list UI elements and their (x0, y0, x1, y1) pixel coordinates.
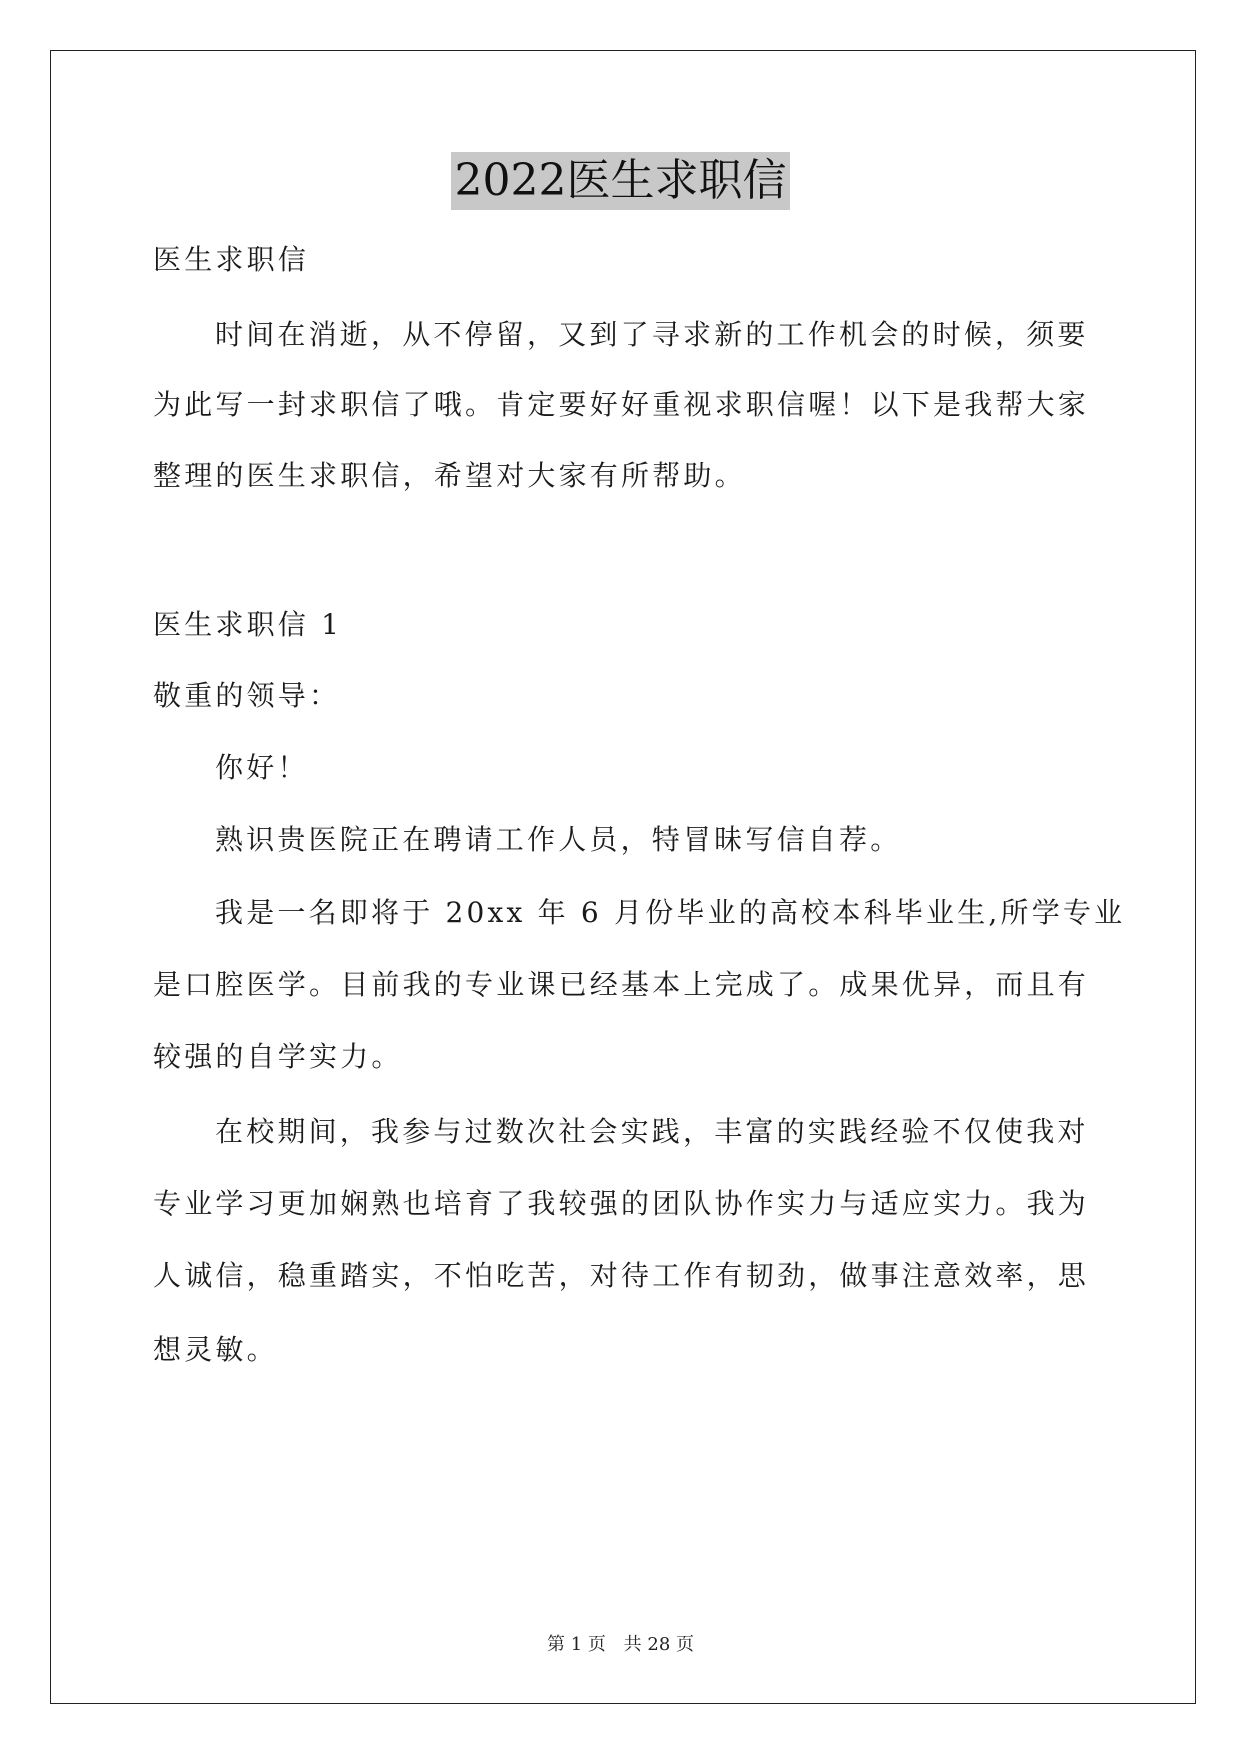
document-title: 2022医生求职信 (451, 152, 791, 210)
page-number-current: 第 1 页 (547, 1634, 606, 1655)
page-border (50, 50, 1196, 1704)
paragraph-line: 整理的医生求职信，希望对大家有所帮助。 (153, 459, 746, 492)
page-number-total: 共 28 页 (623, 1634, 694, 1655)
section-heading: 医生求职信 (153, 243, 310, 276)
greeting: 你好！ (215, 751, 309, 784)
paragraph-line: 在校期间，我参与过数次社会实践，丰富的实践经验不仅使我对 (215, 1115, 1089, 1148)
paragraph-line: 专业学习更加娴熟也培育了我较强的团队协作实力与适应实力。我为 (153, 1187, 1090, 1220)
paragraph-line: 为此写一封求职信了哦。肯定要好好重视求职信喔！以下是我帮大家 (153, 388, 1090, 421)
page-footer (0, 1630, 1241, 1656)
paragraph-line: 较强的自学实力。 (153, 1040, 403, 1073)
paragraph-line: 熟识贵医院正在聘请工作人员，特冒昧写信自荐。 (215, 823, 902, 856)
paragraph-line: 是口腔医学。目前我的专业课已经基本上完成了。成果优异，而且有 (153, 968, 1090, 1001)
paragraph-line: 人诚信，稳重踏实，不怕吃苦，对待工作有韧劲，做事注意效率，思 (153, 1259, 1090, 1292)
title-container (0, 152, 1241, 210)
letter-heading: 医生求职信 1 (153, 608, 343, 641)
paragraph-line: 想灵敏。 (153, 1333, 278, 1366)
salutation: 敬重的领导： (153, 679, 341, 712)
paragraph-line: 时间在消逝，从不停留，又到了寻求新的工作机会的时候，须要 (215, 318, 1089, 351)
paragraph-line: 我是一名即将于 20xx 年 6 月份毕业的高校本科毕业生,所学专业 (215, 896, 1126, 929)
